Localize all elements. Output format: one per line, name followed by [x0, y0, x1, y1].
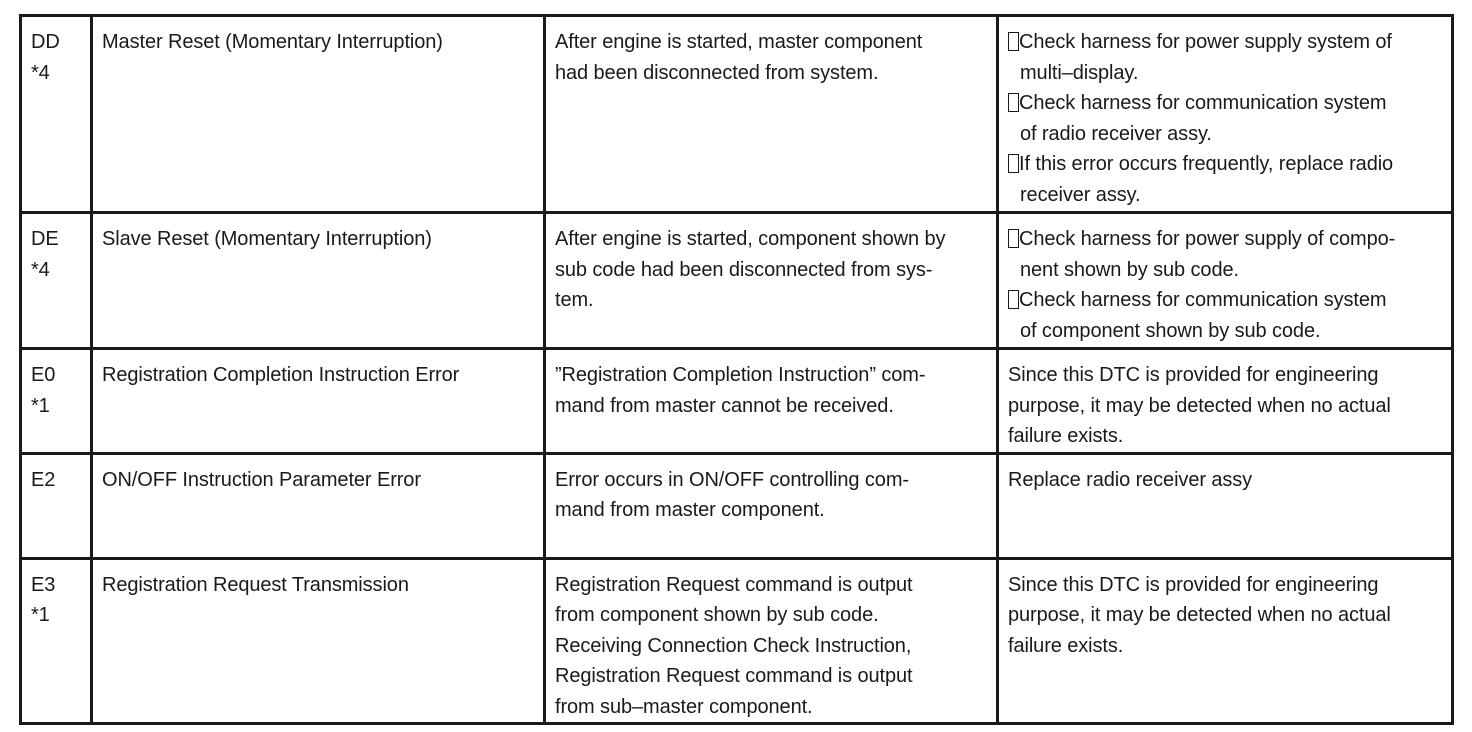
remedy-bullet	[1008, 224, 1442, 285]
dtc-remedy-cell	[998, 453, 1453, 558]
dtc-name: Slave Reset (Momentary Interruption)	[102, 228, 432, 250]
dtc-name: ON/OFF Instruction Parameter Error	[102, 468, 421, 491]
dtc-name-cell	[92, 558, 545, 724]
description-line: from component shown by sub code.	[555, 604, 879, 626]
description-line: had been disconnected from system.	[555, 61, 879, 84]
remedy-text-cont: receiver assy.	[1020, 183, 1141, 206]
remedy-text: Check harness for power supply system of	[1019, 31, 1392, 53]
remedy-text: If this error occurs frequently, replace radio	[1019, 153, 1394, 175]
remedy-bullet	[1008, 285, 1442, 346]
remedy-text-cont: multi–display.	[1020, 61, 1139, 84]
description-line: Error occurs in ON/OFF controlling com-	[555, 468, 909, 491]
table-row	[21, 453, 1453, 558]
dtc-note: *4	[31, 258, 50, 281]
dtc-description-cell	[545, 16, 998, 213]
table-row	[21, 558, 1453, 724]
description-line: After engine is started, master component	[555, 31, 923, 53]
description-line: from sub–master component.	[555, 695, 813, 718]
description-line: tem.	[555, 289, 594, 311]
checkbox-square-icon	[1008, 229, 1019, 248]
remedy-line: purpose, it may be detected when no actual	[1008, 394, 1391, 417]
dtc-code: DE	[31, 228, 59, 250]
checkbox-square-icon	[1008, 32, 1019, 51]
remedy-text: Check harness for power supply of compo-	[1019, 228, 1396, 250]
table-row	[21, 213, 1453, 349]
remedy-text-cont: of component shown by sub code.	[1020, 319, 1321, 342]
dtc-remedy-cell	[998, 349, 1453, 454]
remedy-line: failure exists.	[1008, 425, 1124, 447]
table-row	[21, 349, 1453, 454]
remedy-text-cont: nent shown by sub code.	[1020, 258, 1239, 281]
dtc-name: Registration Completion Instruction Error	[102, 364, 460, 386]
description-line: sub code had been disconnected from sys-	[555, 258, 933, 281]
dtc-code-cell	[21, 558, 92, 724]
description-line: mand from master component.	[555, 499, 825, 521]
dtc-note: *1	[31, 604, 50, 626]
description-line: Registration Request command is output	[555, 665, 913, 687]
dtc-remedy-cell	[998, 16, 1453, 213]
dtc-note: *1	[31, 394, 50, 417]
remedy-bullet	[1008, 149, 1442, 210]
remedy-line: failure exists.	[1008, 634, 1124, 657]
table-row	[21, 16, 1453, 213]
dtc-description-cell	[545, 213, 998, 349]
dtc-name-cell	[92, 349, 545, 454]
description-line: After engine is started, component shown by	[555, 228, 946, 250]
dtc-code-cell	[21, 453, 92, 558]
dtc-code: E3	[31, 573, 56, 596]
remedy-text: Check harness for communication system	[1019, 92, 1387, 114]
dtc-code: E0	[31, 364, 56, 386]
description-line: ”Registration Completion Instruction” com-	[555, 364, 926, 386]
dtc-name: Master Reset (Momentary Interruption)	[102, 31, 443, 53]
dtc-code-cell	[21, 16, 92, 213]
dtc-remedy-cell	[998, 558, 1453, 724]
dtc-note: *4	[31, 61, 50, 84]
description-line: Receiving Connection Check Instruction,	[555, 634, 912, 657]
dtc-name: Registration Request Transmission	[102, 573, 409, 596]
dtc-code: E2	[31, 468, 56, 491]
remedy-text-cont: of radio receiver assy.	[1020, 122, 1212, 145]
remedy-line: Replace radio receiver assy	[1008, 468, 1253, 491]
description-line: mand from master cannot be received.	[555, 394, 894, 417]
dtc-code-cell	[21, 349, 92, 454]
remedy-bullet	[1008, 27, 1442, 88]
dtc-code-cell	[21, 213, 92, 349]
description-line: Registration Request command is output	[555, 573, 913, 596]
dtc-name-cell	[92, 453, 545, 558]
checkbox-square-icon	[1008, 154, 1019, 173]
dtc-name-cell	[92, 16, 545, 213]
remedy-line: Since this DTC is provided for engineering	[1008, 573, 1379, 596]
remedy-line: Since this DTC is provided for engineering	[1008, 364, 1379, 386]
remedy-line: purpose, it may be detected when no actual	[1008, 604, 1391, 626]
dtc-code: DD	[31, 31, 60, 53]
dtc-description-cell	[545, 349, 998, 454]
remedy-text: Check harness for communication system	[1019, 289, 1387, 311]
remedy-bullet	[1008, 88, 1442, 149]
dtc-description-cell	[545, 453, 998, 558]
checkbox-square-icon	[1008, 290, 1019, 309]
dtc-name-cell	[92, 213, 545, 349]
dtc-description-cell	[545, 558, 998, 724]
dtc-table	[19, 14, 1454, 725]
checkbox-square-icon	[1008, 93, 1019, 112]
dtc-remedy-cell	[998, 213, 1453, 349]
